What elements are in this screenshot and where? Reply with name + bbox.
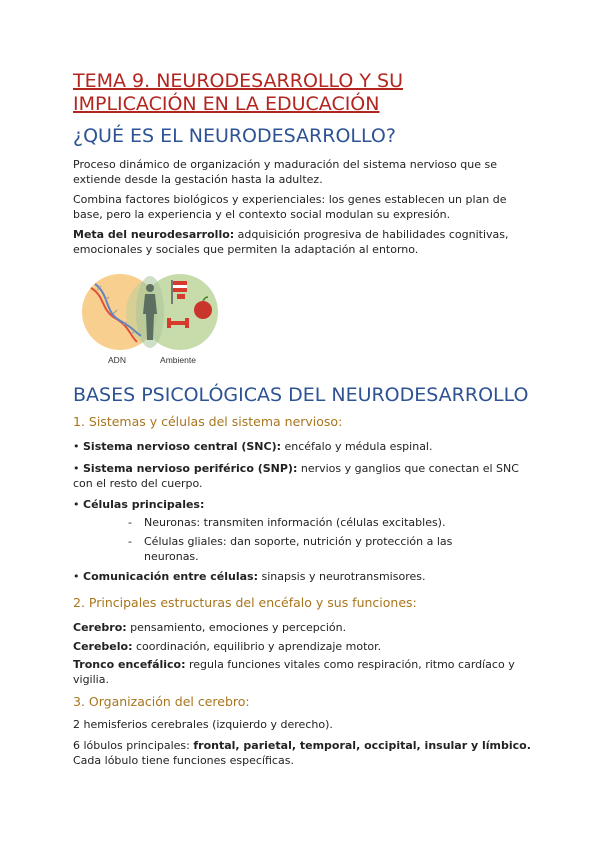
dna-label: ADN [108,355,126,365]
bullet-communication: • Comunicación entre células: sinapsis y neurotransmisores. [73,570,426,583]
subheading-structures: 2. Principales estructuras del encéfalo y sus funciones: [73,595,417,610]
title-line-1: TEMA 9. NEURODESARROLLO Y SU [73,70,403,92]
subheading-organization: 3. Organización del cerebro: [73,694,250,709]
document-page: TEMA 9. NEURODESARROLLO Y SU IMPLICACIÓN EN LA EDUCACIÓN ¿QUÉ ES EL NEURODESARROLLO? Proceso dinámico de organización y maduración del sistema nervioso que se extiende desde la gestación hasta la adultez. Combina factores biológicos y experienciales: los genes establecen un plan de base, pero la experiencia y el contexto social modulan su expresión. Meta del neurodesarrollo: adquisición progresiva de habilidades cognitivas, emocionales y sociales que permiten la adaptación al entorno. ADN Ambiente BASES PSICOLÓGICAS DEL NEURODESARROLLO 1. Sistemas y células del sistema nervioso: • Sistema nervioso central (SNC): encéfalo y médula espinal. • Sistema nervioso periférico (SNP): nervios y ganglios que conectan el SNC con el resto del cuerpo. • Células principales: - Neuronas: transmiten información (células excitables). - Células gliales: dan soporte, nutrición y protección a las neuronas. • Comunicación entre células: sinapsis y neurotransmisores. 2. Principales estructuras del encéfalo y sus funciones: Cerebro: pensamiento, emociones y percepción. Cerebelo: coordinación, equilibrio y aprendizaje motor. Tronco encefálico: regula funciones vitales como respiración, ritmo cardíaco y vigilia. 3. Organización del cerebro: 2 hemisferios cerebrales (izquierdo y derecho). 6 lóbulos principales: frontal, parietal, temporal, occipital, insular y límbico. Cada lóbulo tiene funciones específicas. [0,0,600,848]
document-title [73,70,543,116]
organization-lobes: 6 lóbulos principales: frontal, parietal, temporal, occipital, insular y límbico. Cada lóbulo tiene funciones específicas. [73,739,531,767]
bullet-snp: • Sistema nervioso periférico (SNP): nervios y ganglios que conectan el SNC con el resto del cuerpo. [73,462,519,490]
bullet-snc: • Sistema nervioso central (SNC): encéfalo y médula espinal. [73,440,433,453]
structure-tronco: Tronco encefálico: regula funciones vitales como respiración, ritmo cardíaco y vigilia. [73,658,515,686]
goal-text: adquisición progresiva de habilidades cognitivas, emocionales y sociales que permiten la adaptación al entorno. [73,228,509,256]
structure-cerebelo: Cerebelo: coordinación, equilibrio y aprendizaje motor. [73,640,382,653]
subheading-systems: 1. Sistemas y células del sistema nervioso: [73,414,343,429]
organization-hemispheres: 2 hemisferios cerebrales (izquierdo y derecho). [73,718,333,731]
paragraph-definition: Proceso dinámico de organización y maduración del sistema nervioso que se extiende desde la gestación hasta la adultez. [73,158,497,186]
title-line-2: IMPLICACIÓN EN LA EDUCACIÓN [73,93,380,115]
structure-cerebro: Cerebro: pensamiento, emociones y percepción. [73,621,347,634]
paragraph-goal [73,228,533,257]
bullet-cells: • Células principales: [73,498,205,511]
environment-label: Ambiente [160,355,196,365]
goal-label: Meta del neurodesarrollo: [73,228,235,241]
dna-environment-venn-image [75,270,235,370]
section-heading-bases: BASES PSICOLÓGICAS DEL NEURODESARROLLO [73,384,529,406]
section-heading-what-is: ¿QUÉ ES EL NEURODESARROLLO? [73,125,396,147]
paragraph-factors: Combina factores biológicos y experienciales: los genes establecen un plan de base, pero la experiencia y el contexto social modulan su expresión. [73,193,507,221]
